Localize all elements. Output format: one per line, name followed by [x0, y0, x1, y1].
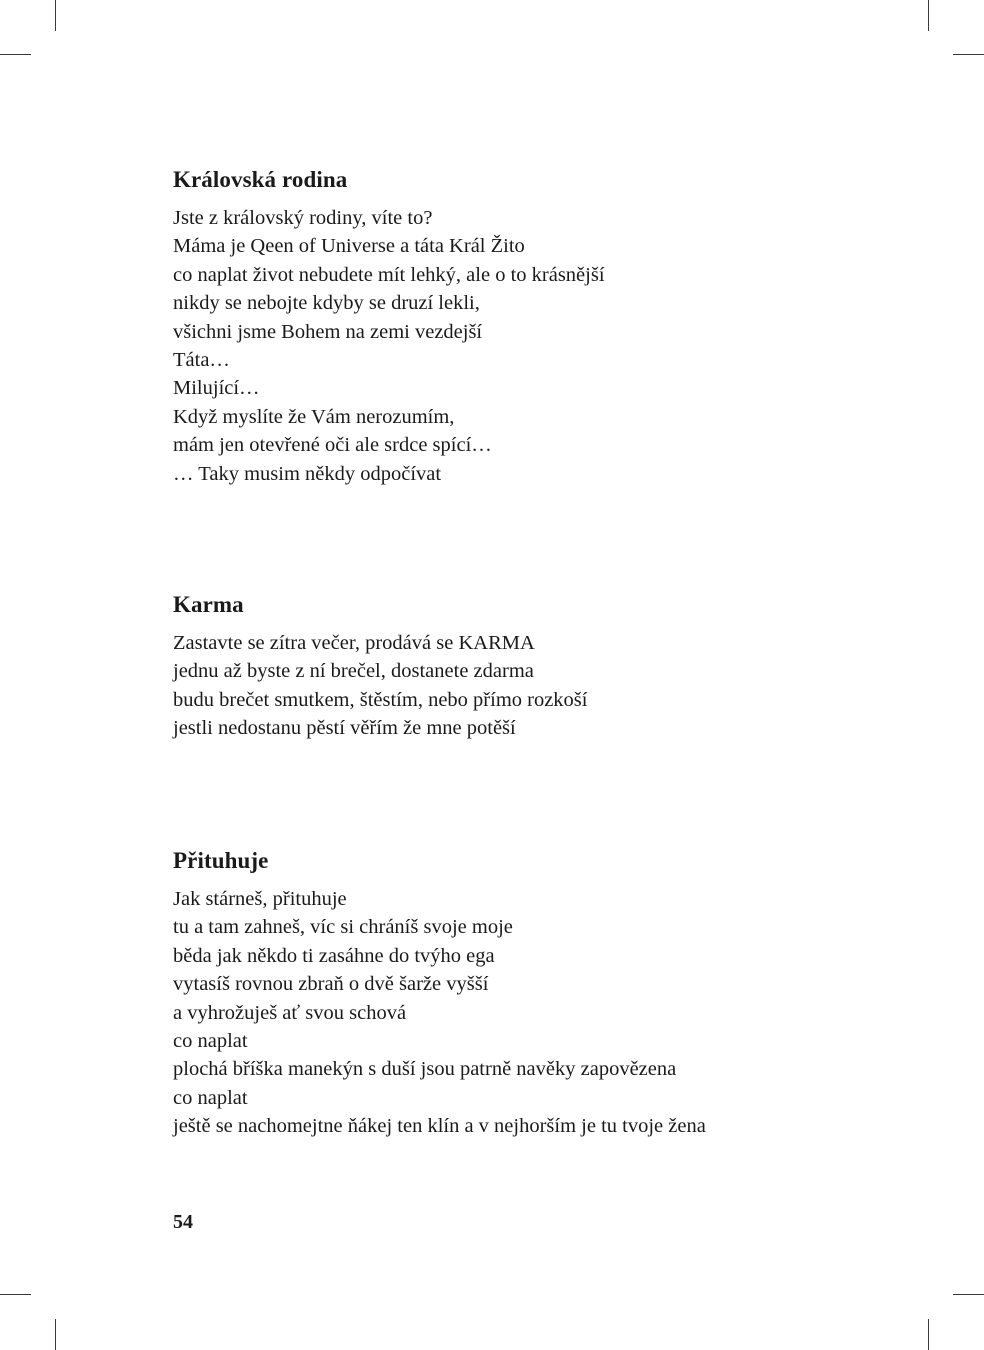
- poem-line: Když myslíte že Vám nerozumím,: [173, 405, 455, 428]
- poem-line: Máma je Qeen of Universe a táta Král Žito: [173, 235, 525, 258]
- poem-title: Karma: [173, 592, 244, 617]
- poem-line: budu brečet smutkem, štěstím, nebo přímo rozkoší: [173, 688, 588, 711]
- crop-mark-bottom-right-vertical: [928, 1319, 929, 1350]
- poem-body: [173, 204, 873, 488]
- poem-line: jestli nedostanu pěstí věřím že mne potěší: [173, 717, 516, 740]
- poem-line: co naplat život nebudete mít lehký, ale o to krásnější: [173, 263, 605, 286]
- poem-kralovska-rodina: [173, 166, 873, 488]
- poem-title: Přituhuje: [173, 848, 269, 873]
- crop-mark-top-right-horizontal: [953, 54, 984, 55]
- crop-mark-top-left-horizontal: [0, 54, 31, 55]
- crop-mark-top-left-vertical: [55, 0, 56, 31]
- poem-line: co naplat: [173, 1086, 248, 1109]
- poem-body: [173, 629, 873, 743]
- poem-title: Královská rodina: [173, 167, 348, 192]
- poem-line: … Taky musim někdy odpočívat: [173, 462, 442, 485]
- poem-line: běda jak někdo ti zasáhne do tvýho ega: [173, 944, 495, 967]
- poem-line: mám jen otevřené oči ale srdce spící…: [173, 434, 492, 457]
- crop-mark-bottom-left-vertical: [55, 1319, 56, 1350]
- crop-mark-top-right-vertical: [928, 0, 929, 31]
- poem-line: co naplat: [173, 1030, 248, 1053]
- poem-line: Táta…: [173, 349, 230, 372]
- poem-prituhuje: [173, 847, 873, 1141]
- poem-line: plochá bříška manekýn s duší jsou patrně navěky zapovězena: [173, 1058, 677, 1081]
- poem-line: Zastavte se zítra večer, prodává se KARMA: [173, 632, 535, 654]
- poem-line: tu a tam zahneš, víc si chráníš svoje moje: [173, 916, 513, 939]
- poem-karma: [173, 591, 873, 743]
- poem-line: vytasíš rovnou zbraň o dvě šarže vyšší: [173, 973, 489, 996]
- crop-mark-bottom-left-horizontal: [0, 1294, 31, 1295]
- poem-line: Milující…: [173, 377, 260, 400]
- page-number: 54: [173, 1211, 193, 1233]
- poem-line: ještě se nachomejtne ňákej ten klín a v nejhorším je tu tvoje žena: [173, 1115, 706, 1138]
- poem-line: nikdy se nebojte kdyby se druzí lekli,: [173, 292, 480, 315]
- poem-body: [173, 885, 873, 1141]
- poem-line: všichni jsme Bohem na zemi vezdejší: [173, 320, 483, 343]
- poem-line: jednu až byste z ní brečel, dostanete zdarma: [173, 660, 534, 683]
- crop-mark-bottom-right-horizontal: [953, 1294, 984, 1295]
- poem-line: Jak stárneš, přituhuje: [173, 888, 347, 910]
- poem-line: Jste z královský rodiny, víte to?: [173, 207, 433, 229]
- poem-line: a vyhrožuješ ať svou schová: [173, 1001, 407, 1024]
